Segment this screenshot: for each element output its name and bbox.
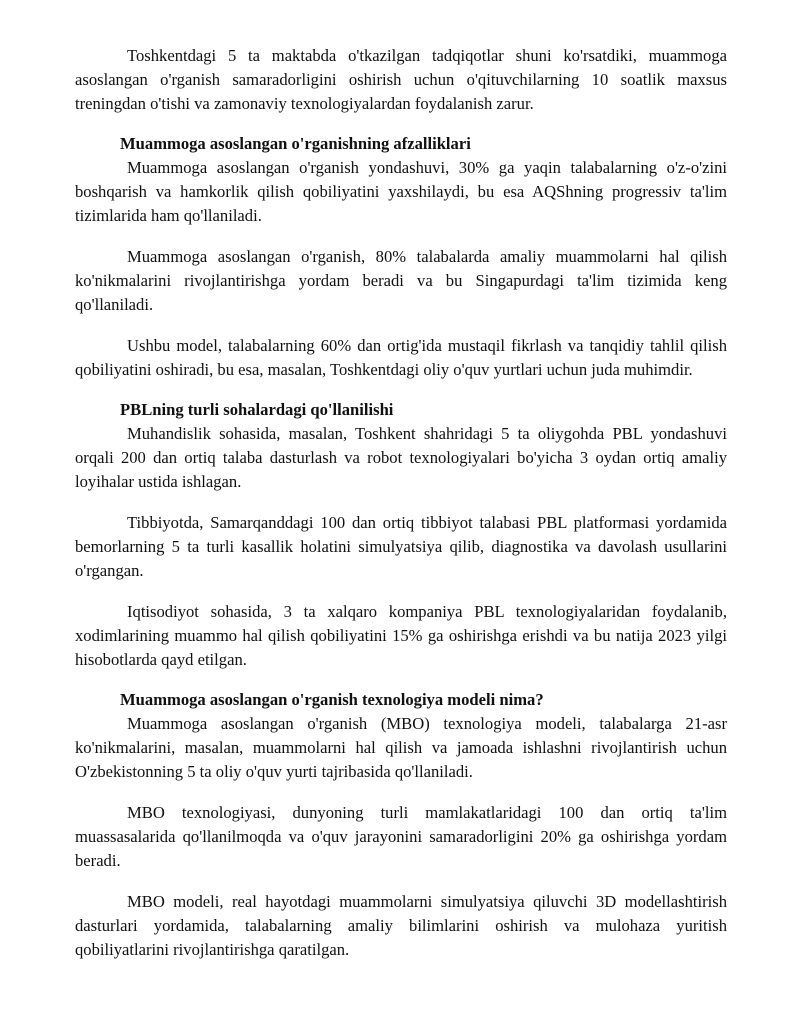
paragraph: Muammoga asoslangan o'rganish, 80% talabalarda amaliy muammolarni hal qilish ko'nikmalarini rivojlantirishga yordam beradi va bu Singapurdagi ta'lim tizimida keng qo'llaniladi.: [75, 247, 727, 314]
intro-paragraph: Toshkentdagi 5 ta maktabda o'tkazilgan tadqiqotlar shuni ko'rsatdiki, muammoga asoslangan o'rganish samaradorligini oshirish uchun o'qituvchilarning 10 soatlik maxsus treningdan o'tishi va zamonaviy texnologiyalardan foydalanish zarur.: [75, 46, 727, 113]
document-page: [75, 44, 727, 962]
paragraph: Muammoga asoslangan o'rganish yondashuvi, 30% ga yaqin talabalarning o'z-o'zini boshqarish va hamkorlik qilish qobiliyatini yaxshilaydi, bu esa AQShning progressiv ta'lim tizimlarida ham qo'llaniladi.: [75, 158, 727, 225]
paragraph: MBO texnologiyasi, dunyoning turli mamlakatlaridagi 100 dan ortiq ta'lim muassasalarida qo'llanilmoqda va o'quv jarayonini samaradorligini 20% ga oshirishga yordam beradi.: [75, 803, 727, 870]
paragraph: Tibbiyotda, Samarqanddagi 100 dan ortiq tibbiyot talabasi PBL platformasi yordamida bemorlarning 5 ta turli kasallik holatini simulyatsiya qilib, diagnostika va davolash usullarini o'rgangan.: [75, 513, 727, 580]
paragraph: Muammoga asoslangan o'rganish (MBO) texnologiya modeli, talabalarga 21-asr ko'nikmalarini, masalan, muammolarni hal qilish va jamoada ishlashni rivojlantirish uchun O'zbekistonning 5 ta oliy o'quv yurti tajribasida qo'llaniladi.: [75, 714, 727, 781]
paragraph: MBO modeli, real hayotdagi muammolarni simulyatsiya qiluvchi 3D modellashtirish dasturlari yordamida, talabalarning amaliy bilimlarini oshirish va mulohaza yuritish qobiliyatlarini rivojlantirishga qaratilgan.: [75, 892, 727, 959]
paragraph: Muhandislik sohasida, masalan, Toshkent shahridagi 5 ta oliygohda PBL yondashuvi orqali 200 dan ortiq talaba dasturlash va robot texnologiyalari bo'yicha 3 oydan ortiq amaliy loyihalar ustida ishlagan.: [75, 424, 727, 491]
section-heading-advantages: Muammoga asoslangan o'rganishning afzalliklari: [120, 134, 471, 153]
section-heading-mbo-model: Muammoga asoslangan o'rganish texnologiya modeli nima?: [120, 690, 544, 709]
paragraph: Iqtisodiyot sohasida, 3 ta xalqaro kompaniya PBL texnologiyalaridan foydalanib, xodimlarining muammo hal qilish qobiliyatini 15% ga oshirishga erishdi va bu natija 2023 yilgi hisobotlarda qayd etilgan.: [75, 602, 727, 669]
paragraph: Ushbu model, talabalarning 60% dan ortig'ida mustaqil fikrlash va tanqidiy tahlil qilish qobiliyatini oshiradi, bu esa, masalan, Toshkentdagi oliy o'quv yurtlari uchun juda muhimdir.: [75, 336, 727, 379]
section-heading-pbl-applications: PBLning turli sohalardagi qo'llanilishi: [120, 400, 394, 419]
